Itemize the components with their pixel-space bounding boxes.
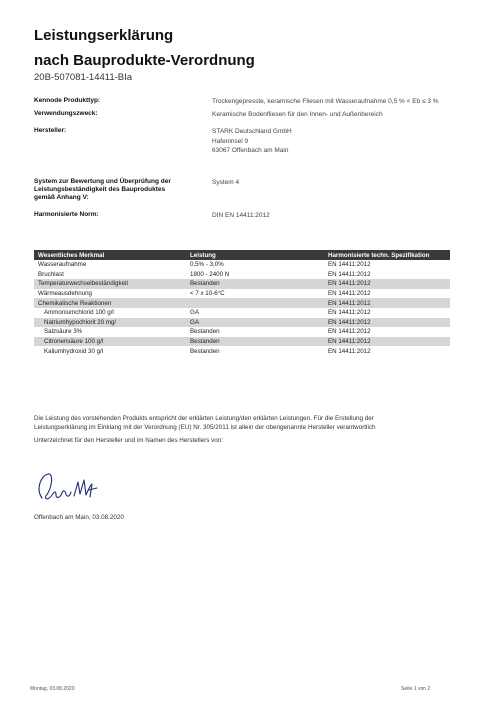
cell-merkmal: Chemikalische Reaktionen xyxy=(34,298,186,308)
table-row xyxy=(34,270,450,280)
hersteller-street: Hafeninsel 9 xyxy=(212,137,249,145)
cell-leistung xyxy=(186,298,324,308)
cell-merkmal: Wasseraufnahme xyxy=(38,261,87,269)
cell-leistung: Bestanden xyxy=(190,328,220,336)
hersteller-address xyxy=(212,127,292,156)
cell-spec: EN 14411:2012 xyxy=(328,261,371,269)
cell-leistung: 1800 - 2400 N xyxy=(190,270,230,278)
table-row xyxy=(34,337,450,347)
cell-spec: EN 14411:2012 xyxy=(328,328,371,336)
cell-leistung: Bestanden xyxy=(190,347,220,355)
table-row xyxy=(34,279,450,289)
table-row xyxy=(34,327,450,337)
footer-date: Montag, 03.08.2020 xyxy=(30,686,75,692)
document-title: Leistungserklärung xyxy=(34,27,174,44)
system-label xyxy=(34,178,171,202)
kennode-label: Kennode Produkttyp: xyxy=(34,97,101,104)
cell-leistung: < 7 x 10-6°C xyxy=(190,290,225,298)
system-label-line: Leistungsbeständigkeit des Bauproduktes xyxy=(34,186,166,193)
table-row xyxy=(34,298,450,308)
cell-spec: EN 14411:2012 xyxy=(328,270,371,278)
signed-for-text: Unterzeichnet für den Hersteller und im Namen des Herstellers von: xyxy=(34,437,223,444)
kennode-value: Trockengepresste, keramische Fliesen mit Wasseraufnahme 0,5 % < Eb ≤ 3 % xyxy=(212,98,439,105)
norm-row xyxy=(34,211,454,221)
cell-spec: EN 14411:2012 xyxy=(324,337,450,347)
cell-leistung: 0,5% - 3,0% xyxy=(190,261,224,269)
page-number: Seite 1 von 2 xyxy=(401,686,431,692)
place-date: Offenbach am Main, 03.08.2020 xyxy=(34,514,124,521)
header-leistung: Leistung xyxy=(186,250,324,260)
cell-merkmal: Natriumhypochlorit 20 mg/ xyxy=(34,318,186,328)
statement-line: Die Leistung des vorstehenden Produkts entspricht der erklärten Leistung/den erklärten Leistungen. Für die Erstellung der xyxy=(34,415,374,422)
zweck-value: Keramische Bodenfliesen für den Innen- und Außenbereich xyxy=(212,111,383,118)
performance-table xyxy=(34,250,450,356)
table-row xyxy=(34,289,450,299)
document-id: 20B-507081-14411-BIa xyxy=(34,72,133,83)
table-header-row xyxy=(34,250,450,260)
cell-merkmal: Wärmeausdehnung xyxy=(38,290,93,298)
signature xyxy=(34,468,104,508)
table-row xyxy=(34,346,450,356)
norm-label: Harmonisierte Norm: xyxy=(34,211,99,218)
table-row xyxy=(34,308,450,318)
cell-leistung: Bestanden xyxy=(186,337,324,347)
header-spezifikation: Harmonisierte techn. Spezifikation xyxy=(324,250,450,260)
system-label-line: gemäß Anhang V: xyxy=(34,194,89,201)
header-merkmal: Wesentliches Merkmal xyxy=(34,250,186,260)
cell-spec: EN 14411:2012 xyxy=(328,290,371,298)
cell-leistung: Bestanden xyxy=(186,279,324,289)
system-row xyxy=(34,178,454,206)
cell-spec: EN 14411:2012 xyxy=(324,298,450,308)
statement-line: Leistungserklärung im Einklang mit der Verordnung (EU) Nr. 305/2011 ist allein der obengenannte Hersteller verantwortlich xyxy=(34,424,376,431)
cell-merkmal: Salzsäure 3% xyxy=(44,328,83,336)
cell-merkmal: Citronensäure 100 g/l xyxy=(34,337,186,347)
document-subtitle: nach Bauprodukte-Verordnung xyxy=(34,52,255,69)
cell-spec: EN 14411:2012 xyxy=(324,279,450,289)
cell-merkmal: Ammoniumchlorid 100 g/l xyxy=(44,309,114,317)
cell-leistung: GA xyxy=(190,309,199,317)
verwendungszweck-row xyxy=(34,110,454,120)
system-value: System 4 xyxy=(212,179,240,186)
kennode-row xyxy=(34,97,454,107)
norm-value: DIN EN 14411:2012 xyxy=(212,212,270,219)
hersteller-label: Hersteller: xyxy=(34,127,67,134)
table-row xyxy=(34,318,450,328)
cell-leistung: GA xyxy=(186,318,324,328)
zweck-label: Verwendungszweck: xyxy=(34,110,98,117)
cell-spec: EN 14411:2012 xyxy=(328,347,371,355)
cell-merkmal: Temperaturwechselbeständigkeit xyxy=(34,279,186,289)
cell-spec: EN 14411:2012 xyxy=(324,318,450,328)
cell-merkmal: Bruchlast xyxy=(38,270,64,278)
table-row xyxy=(34,260,450,270)
cell-merkmal: Kaliumhydroxid 30 g/l xyxy=(44,347,104,355)
conformity-statement xyxy=(34,414,464,432)
hersteller-name: STARK Deutschland GmbH xyxy=(212,128,292,135)
system-label-line: System zur Bewertung und Überprüfung der xyxy=(34,178,171,185)
hersteller-city: 63067 Offenbach am Main xyxy=(212,147,289,154)
hersteller-row xyxy=(34,127,454,159)
cell-spec: EN 14411:2012 xyxy=(328,309,371,317)
